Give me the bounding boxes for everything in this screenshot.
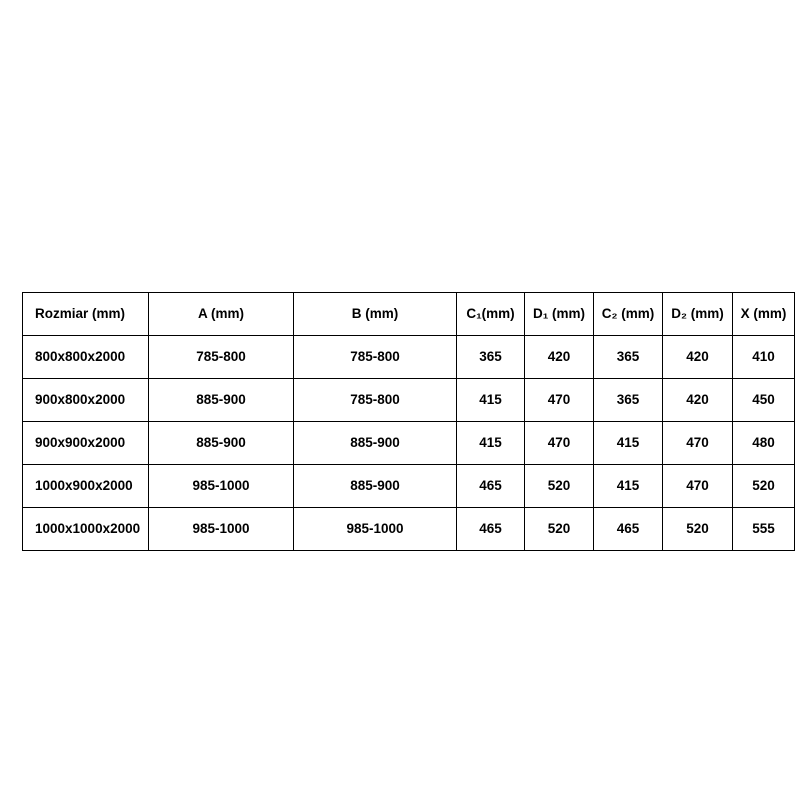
column-header-d1: D₁ (mm) [525, 293, 594, 336]
cell-d1: 470 [525, 379, 594, 422]
cell-d2: 470 [663, 422, 733, 465]
cell-c1: 365 [457, 336, 525, 379]
column-header-c1: C₁(mm) [457, 293, 525, 336]
cell-c1: 465 [457, 465, 525, 508]
table-header-row [23, 293, 795, 336]
table-row [23, 336, 795, 379]
cell-d2: 470 [663, 465, 733, 508]
dimensions-table-container [22, 292, 787, 551]
cell-size: 900x900x2000 [23, 422, 149, 465]
column-header-c2: C₂ (mm) [594, 293, 663, 336]
cell-x: 520 [733, 465, 795, 508]
table-header [23, 293, 795, 336]
cell-d1: 420 [525, 336, 594, 379]
cell-d1: 520 [525, 508, 594, 551]
table-row [23, 508, 795, 551]
cell-x: 555 [733, 508, 795, 551]
cell-d1: 520 [525, 465, 594, 508]
cell-c2: 365 [594, 336, 663, 379]
cell-b: 785-800 [294, 379, 457, 422]
cell-d2: 420 [663, 336, 733, 379]
cell-c2: 415 [594, 465, 663, 508]
cell-c2: 465 [594, 508, 663, 551]
cell-d1: 470 [525, 422, 594, 465]
cell-a: 985-1000 [149, 508, 294, 551]
column-header-size: Rozmiar (mm) [23, 293, 149, 336]
cell-size: 1000x1000x2000 [23, 508, 149, 551]
cell-b: 885-900 [294, 465, 457, 508]
cell-a: 885-900 [149, 422, 294, 465]
table-row [23, 422, 795, 465]
table-row [23, 379, 795, 422]
cell-size: 1000x900x2000 [23, 465, 149, 508]
cell-a: 785-800 [149, 336, 294, 379]
cell-x: 480 [733, 422, 795, 465]
cell-a: 885-900 [149, 379, 294, 422]
column-header-b: B (mm) [294, 293, 457, 336]
cell-x: 410 [733, 336, 795, 379]
cell-size: 900x800x2000 [23, 379, 149, 422]
cell-d2: 520 [663, 508, 733, 551]
cell-c2: 365 [594, 379, 663, 422]
cell-size: 800x800x2000 [23, 336, 149, 379]
column-header-x: X (mm) [733, 293, 795, 336]
cell-b: 885-900 [294, 422, 457, 465]
cell-d2: 420 [663, 379, 733, 422]
cell-c1: 415 [457, 379, 525, 422]
cell-a: 985-1000 [149, 465, 294, 508]
column-header-a: A (mm) [149, 293, 294, 336]
cell-c2: 415 [594, 422, 663, 465]
cell-c1: 415 [457, 422, 525, 465]
cell-b: 785-800 [294, 336, 457, 379]
column-header-d2: D₂ (mm) [663, 293, 733, 336]
table-body [23, 336, 795, 551]
cell-b: 985-1000 [294, 508, 457, 551]
cell-c1: 465 [457, 508, 525, 551]
table-row [23, 465, 795, 508]
dimensions-table [22, 292, 795, 551]
cell-x: 450 [733, 379, 795, 422]
